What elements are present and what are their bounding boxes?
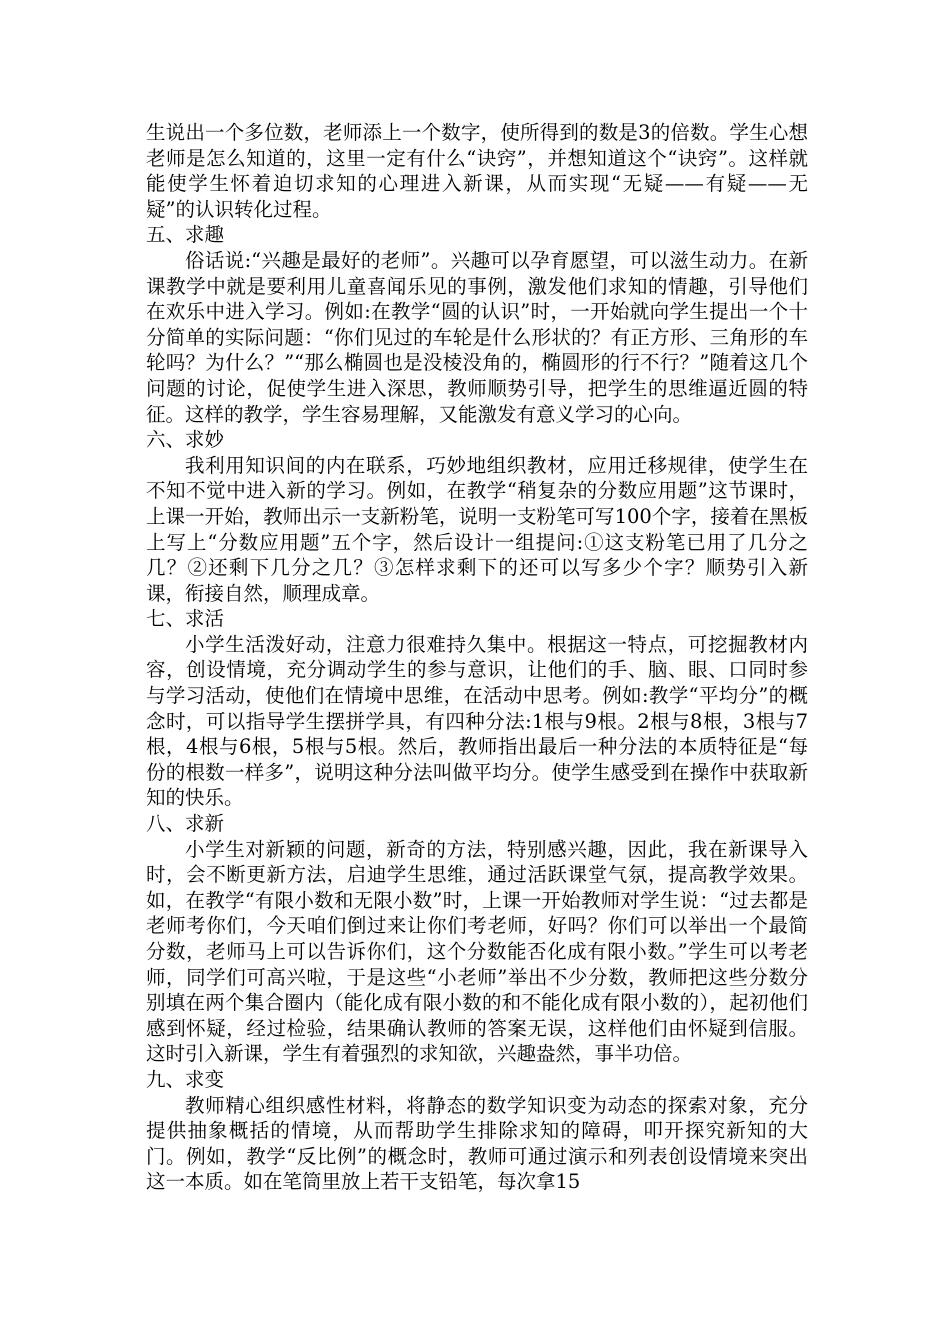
paragraph-section-7: 小学生活泼好动，注意力很难持久集中。根据这一特点，可挖掘教材内容，创设情境，充分调动学生的参与意识，让他们的手、脑、眼、口同时参与学习活动，使他们在情境中思维，在活动中思考。例如:教学“平均分”的概念时，可以指导学生摆拼学具，有四种分法:1根与9根。2根与8根，3根与7根，4根与6根，5根与5根。然后，教师指出最后一种分法的本质特征是“每份的根数一样多”，说明这种分法叫做平均分。使学生感受到在操作中获取新知的快乐。 (146, 632, 808, 810)
section-heading-8: 八、求新 (146, 812, 225, 836)
document-body (146, 120, 808, 1195)
section-heading-7: 七、求活 (146, 607, 225, 631)
section-heading-6: 六、求妙 (146, 428, 225, 452)
section-heading-9: 九、求变 (146, 1067, 225, 1091)
section-heading-5: 五、求趣 (146, 223, 225, 247)
paragraph-section-5: 俗话说:“兴趣是最好的老师”。兴趣可以孕育愿望，可以滋生动力。在新课教学中就是要利用儿童喜闻乐见的事例，激发他们求知的情趣，引导他们在欢乐中进入学习。例如:在教学“圆的认识”时，一开始就向学生提出一个十分简单的实际问题：“你们见过的车轮是什么形状的？有正方形、三角形的车轮吗？为什么？”“那么椭圆也是没棱没角的，椭圆形的行不行？”随着这几个问题的讨论，促使学生进入深思，教师顺势引导，把学生的思维逼近圆的特征。这样的教学，学生容易理解，又能激发有意义学习的心向。 (146, 248, 808, 426)
paragraph-section-8: 小学生对新颖的问题，新奇的方法，特别感兴趣，因此，我在新课导入时，会不断更新方法，启迪学生思维，通过活跃课堂气氛，提高教学效果。如，在教学“有限小数和无限小数”时，上课一开始教师对学生说：“过去都是老师考你们，今天咱们倒过来让你们考老师，好吗？你们可以举出一个最简分数，老师马上可以告诉你们，这个分数能否化成有限小数。”学生可以考老师，同学们可高兴啦，于是这些“小老师”举出不少分数，教师把这些分数分别填在两个集合圈内（能化成有限小数的和不能化成有限小数的），起初他们感到怀疑，经过检验，结果确认教师的答案无误，这样他们由怀疑到信服。这时引入新课，学生有着强烈的求知欲，兴趣盎然，事半功倍。 (146, 837, 808, 1066)
paragraph-section-9: 教师精心组织感性材料，将静态的数学知识变为动态的探索对象，充分提供抽象概括的情境，从而帮助学生排除求知的障碍，叩开探究新知的大门。例如，教学“反比例”的概念时，教师可通过演示和列表创设情境来突出这一本质。如在笔筒里放上若干支铅笔，每次拿15 (146, 1093, 808, 1194)
paragraph-continuation: 生说出一个多位数，老师添上一个数字，使所得到的数是3的倍数。学生心想老师是怎么知道的，这里一定有什么“诀窍”，并想知道这个“诀窍”。这样就能使学生怀着迫切求知的心理进入新课，从而实现“无疑——有疑——无疑”的认识转化过程。 (146, 121, 808, 221)
paragraph-section-6: 我利用知识间的内在联系，巧妙地组织教材，应用迁移规律，使学生在不知不觉中进入新的学习。例如，在教学“稍复杂的分数应用题”这节课时，上课一开始，教师出示一支新粉笔，说明一支粉笔可写100个字，接着在黑板上写上“分数应用题”五个字，然后设计一组提问:①这支粉笔已用了几分之几？②还剩下几分之几？③怎样求剩下的还可以写多少个字？顺势引入新课，衔接自然，顺理成章。 (146, 453, 808, 605)
